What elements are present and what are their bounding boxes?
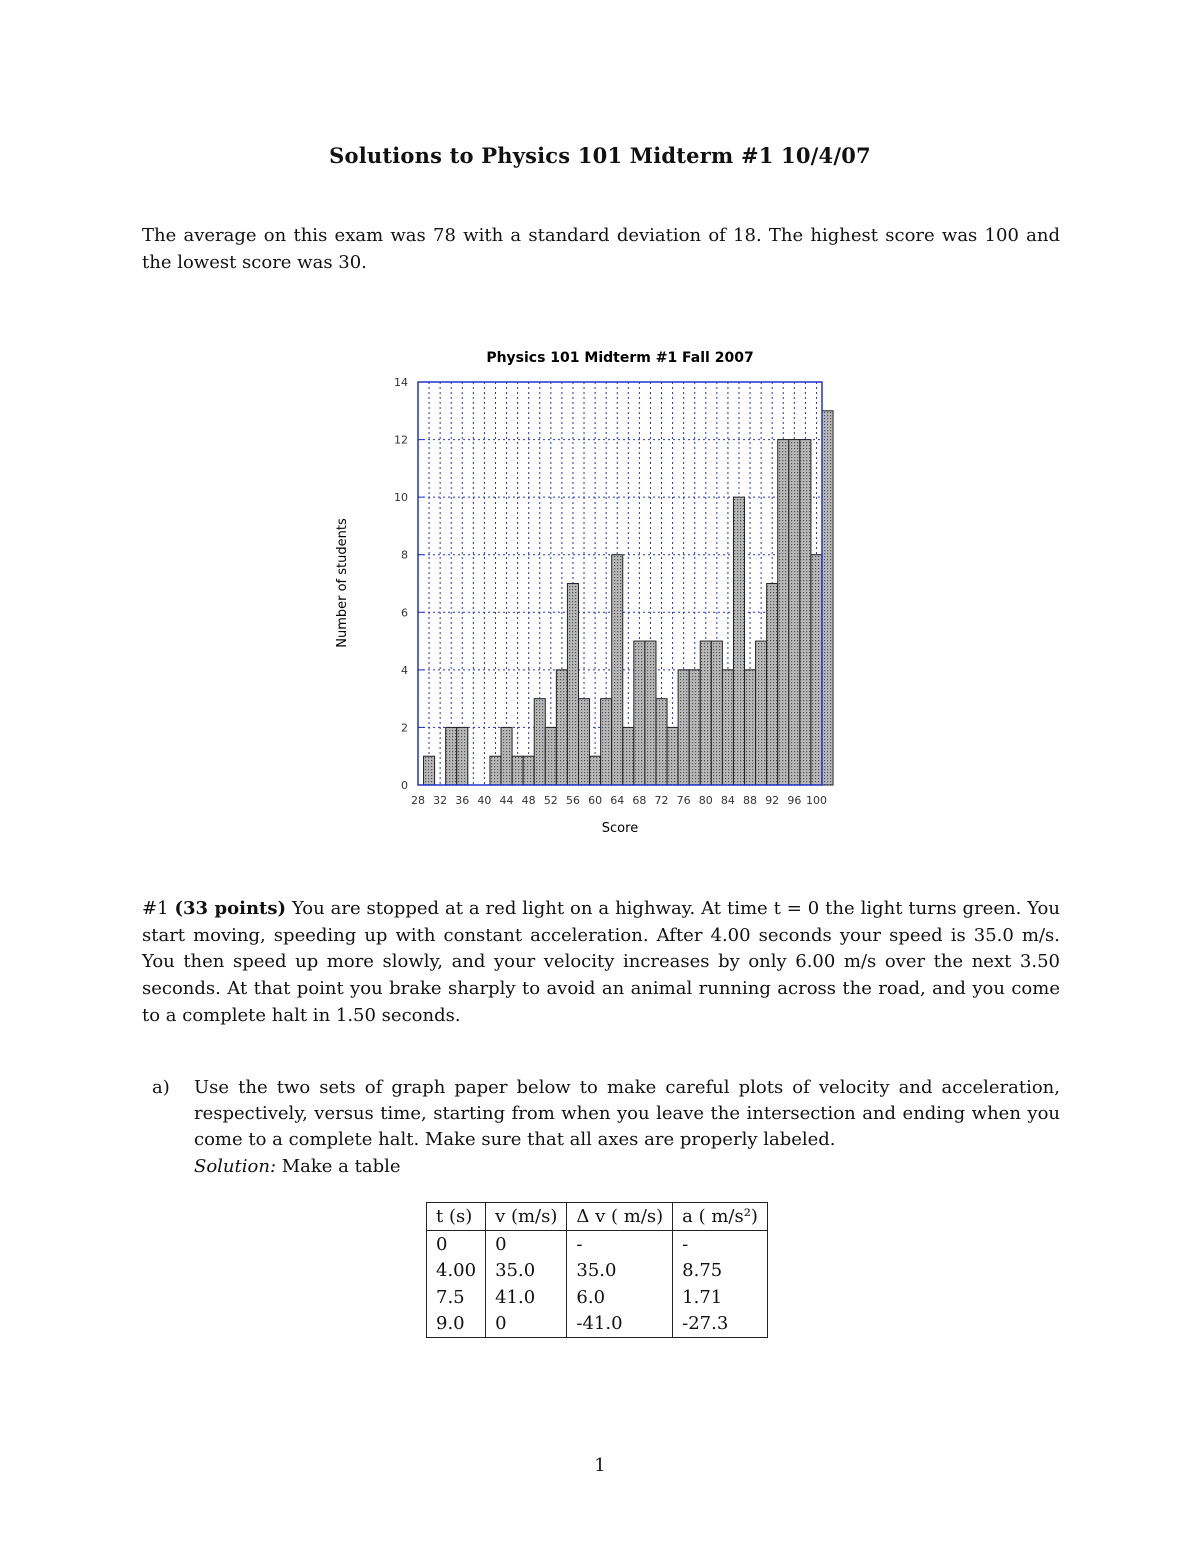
- table-cell: -41.0: [567, 1311, 673, 1338]
- table-row: [427, 1284, 768, 1311]
- table-cell: 1.71: [673, 1284, 768, 1311]
- x-tick-label: 64: [610, 794, 625, 807]
- y-tick-label: 2: [401, 721, 408, 735]
- problem-text: You are stopped at a red light on a highway. At time t = 0 the light turns green. You start moving, speeding up with constant acceleration. After 4.00 seconds your speed is 35.0 m/s. You then speed up more slowly, and your velocity increases by only 6.00 m/s over the next 3.50 seconds. At that point you brake sharply to avoid an animal running across the road, and you come to a complete halt in 1.50 seconds.: [142, 898, 1060, 1026]
- page-title: Solutions to Physics 101 Midterm #1 10/4/07: [329, 143, 871, 168]
- histogram-bar: [501, 727, 512, 785]
- histogram-bar: [756, 641, 767, 785]
- y-tick-label: 4: [401, 663, 408, 677]
- table-cell: 0: [486, 1311, 567, 1338]
- histogram-bar: [733, 497, 744, 785]
- table-cell: -: [567, 1231, 673, 1258]
- table-cell: 7.5: [427, 1284, 486, 1311]
- histogram-bar: [612, 555, 623, 785]
- header-delta-v: Δ v ( m/s): [567, 1203, 673, 1231]
- histogram-bar: [424, 756, 435, 785]
- histogram-bar: [446, 727, 457, 785]
- histogram-bar: [822, 411, 833, 785]
- x-tick-label: 76: [676, 794, 691, 807]
- y-tick-label: 6: [401, 606, 408, 620]
- x-tick-label: 44: [499, 794, 514, 807]
- histogram-bar: [800, 440, 811, 785]
- histogram-bar: [656, 699, 667, 785]
- histogram-bar: [457, 727, 468, 785]
- chart-title: Physics 101 Midterm #1 Fall 2007: [486, 350, 754, 366]
- solution-label: Solution:: [194, 1155, 277, 1177]
- solution-text: Make a table: [276, 1155, 401, 1177]
- y-axis-label: Number of students: [335, 518, 350, 648]
- histogram-bar: [623, 727, 634, 785]
- x-tick-label: 68: [632, 794, 647, 807]
- x-axis-label: Score: [601, 821, 639, 836]
- header-acceleration: a ( m/s²): [673, 1203, 768, 1231]
- x-tick-label: 56: [565, 794, 580, 807]
- problem-1: [142, 896, 1060, 1030]
- x-tick-label: 96: [787, 794, 802, 807]
- table-cell: 41.0: [486, 1284, 567, 1311]
- histogram-bar: [512, 756, 523, 785]
- x-tick-label: 80: [698, 794, 713, 807]
- histogram-bar: [645, 641, 656, 785]
- histogram-bar: [700, 641, 711, 785]
- histogram-bar: [678, 670, 689, 785]
- score-histogram: [320, 340, 840, 840]
- x-tick-labels: [411, 794, 827, 807]
- histogram-bar: [601, 699, 612, 785]
- histogram-bar: [545, 727, 556, 785]
- histogram-bar: [745, 670, 756, 785]
- part-a: [152, 1075, 1060, 1180]
- table-row: [427, 1311, 768, 1338]
- table-cell: 35.0: [567, 1258, 673, 1285]
- x-tick-label: 100: [805, 794, 827, 807]
- x-tick-label: 28: [411, 794, 425, 807]
- table-row: [427, 1258, 768, 1285]
- x-tick-label: 32: [433, 794, 448, 807]
- histogram-bar: [634, 641, 645, 785]
- histogram-bar: [534, 699, 545, 785]
- header-velocity: v (m/s): [486, 1203, 567, 1231]
- table-cell: -: [673, 1231, 768, 1258]
- histogram-bar: [578, 699, 589, 785]
- table-cell: 4.00: [427, 1258, 486, 1285]
- x-tick-label: 72: [654, 794, 669, 807]
- histogram-bar: [667, 727, 678, 785]
- x-tick-label: 92: [765, 794, 780, 807]
- part-label: a): [152, 1077, 170, 1098]
- y-tick-label: 8: [401, 548, 408, 562]
- y-tick-label: 10: [394, 491, 408, 505]
- y-tick-label: 0: [401, 779, 408, 792]
- y-tick-label: 12: [394, 433, 408, 447]
- table-row: [427, 1231, 768, 1258]
- x-tick-label: 48: [521, 794, 536, 807]
- problem-number: #1: [142, 898, 169, 919]
- page-number: 1: [594, 1455, 606, 1476]
- histogram-bar: [689, 670, 700, 785]
- x-tick-label: 52: [543, 794, 558, 807]
- table-cell: 8.75: [673, 1258, 768, 1285]
- histogram-bar: [567, 584, 578, 786]
- y-tick-label: 14: [394, 376, 408, 389]
- histogram-bar: [711, 641, 722, 785]
- histogram-bar: [722, 670, 733, 785]
- x-tick-label: 40: [477, 794, 492, 807]
- table-cell: 6.0: [567, 1284, 673, 1311]
- table-cell: -27.3: [673, 1311, 768, 1338]
- histogram-bar: [778, 440, 789, 785]
- table-cell: 0: [486, 1231, 567, 1258]
- histogram-bar: [490, 756, 501, 785]
- histogram-bar: [789, 440, 800, 785]
- x-tick-label: 36: [455, 794, 470, 807]
- x-tick-label: 84: [720, 794, 735, 807]
- problem-points: (33 points): [174, 898, 287, 919]
- header-time: t (s): [427, 1203, 486, 1231]
- y-tick-labels: [394, 376, 424, 792]
- histogram-bar: [556, 670, 567, 785]
- histogram-bar: [767, 584, 778, 786]
- x-tick-label: 60: [588, 794, 603, 807]
- kinematics-table: [426, 1202, 768, 1338]
- exam-summary: The average on this exam was 78 with a standard deviation of 18. The highest score was 100 and the lowest score was 30.: [142, 225, 1060, 273]
- histogram-bar: [523, 756, 534, 785]
- x-tick-label: 88: [743, 794, 758, 807]
- histogram-bar: [590, 756, 601, 785]
- table-header-row: [427, 1203, 768, 1231]
- table-cell: 0: [427, 1231, 486, 1258]
- table-cell: 35.0: [486, 1258, 567, 1285]
- histogram-bar: [811, 555, 822, 785]
- table-cell: 9.0: [427, 1311, 486, 1338]
- part-text: Use the two sets of graph paper below to make careful plots of velocity and acceleration, respectively, versus time, starting from when you leave the intersection and ending when you come to a complete halt. Make sure that all axes are properly labeled.: [194, 1077, 1060, 1151]
